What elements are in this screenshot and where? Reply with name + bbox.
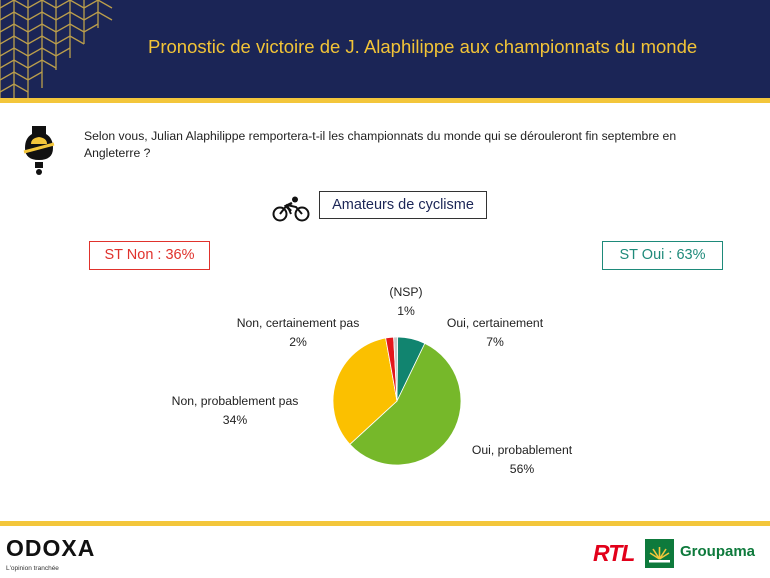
footer-divider <box>0 521 770 526</box>
odoxa-tagline: L'opinion tranchée <box>6 565 59 572</box>
groupama-logo-icon <box>645 539 674 568</box>
rtl-logo: RTL <box>593 540 635 566</box>
slice-label-nsp <box>380 283 432 321</box>
odoxa-logo: ODOXA <box>6 535 96 561</box>
slice-label-oui-certainement <box>434 314 556 352</box>
slice-label-value: 2% <box>289 335 307 349</box>
slice-label-text: Non, probablement pas <box>171 394 299 408</box>
slice-label-text: (NSP) <box>389 285 423 299</box>
slice-label-value: 7% <box>486 335 504 349</box>
slice-label-non-certainement-pas <box>222 314 374 352</box>
groupama-logo-text: Groupama <box>680 543 756 560</box>
slice-label-text: Oui, probablement <box>471 443 573 457</box>
survey-question: Selon vous, Julian Alaphilippe remportera-t-il les championnats du monde qui se dérouleront fin septembre en Angleterre ? <box>84 129 677 160</box>
st-oui-badge: ST Oui : 63% <box>602 241 723 270</box>
slice-label-oui-probablement <box>458 441 586 479</box>
slice-label-non-probablement-pas <box>156 392 314 430</box>
st-non-badge: ST Non : 36% <box>89 241 210 270</box>
segment-label: Amateurs de cyclisme <box>319 191 487 219</box>
slice-label-value: 34% <box>222 413 248 427</box>
page-title: Pronostic de victoire de J. Alaphilippe aux championnats du monde <box>148 36 698 57</box>
slice-label-text: Non, certainement pas <box>236 316 360 330</box>
slice-label-value: 56% <box>509 462 535 476</box>
slice-label-text: Oui, certainement <box>446 316 544 330</box>
slice-label-value: 1% <box>397 304 415 318</box>
